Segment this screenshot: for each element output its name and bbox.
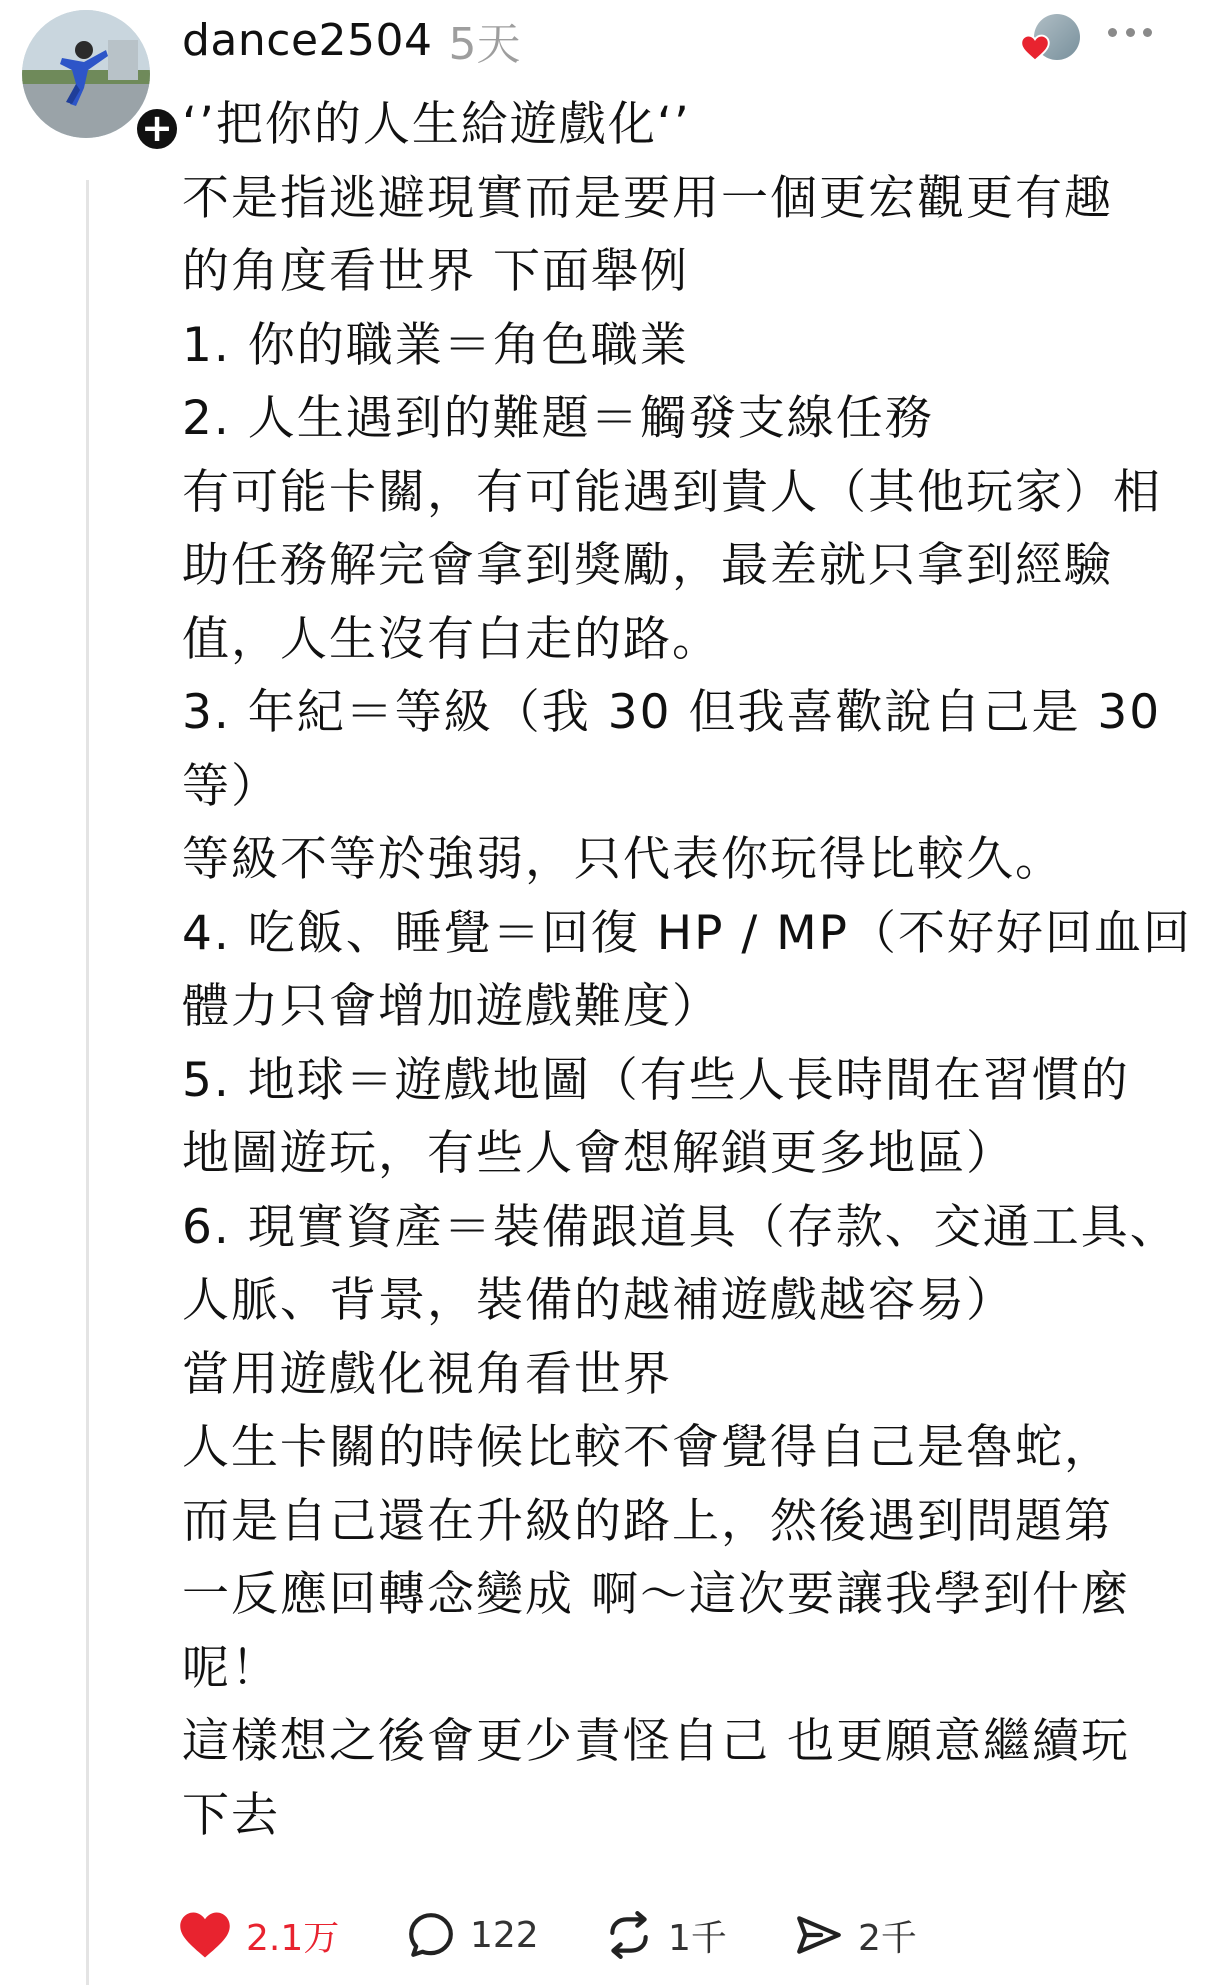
action-bar xyxy=(178,1905,1178,1965)
post-line: 5. 地球＝遊戲地圖（有些人長時間在習慣的 xyxy=(182,1052,1130,1108)
plus-icon: + xyxy=(141,106,173,150)
post-line: 人生卡關的時候比較不會覺得自己是魯蛇， xyxy=(182,1420,1113,1475)
comment-count: 122 xyxy=(470,1914,539,1956)
post-line: 體力只會增加遊戲難度） xyxy=(182,979,721,1034)
post-line: 人脈、背景，裝備的越補遊戲越容易） xyxy=(182,1273,1015,1328)
share-button[interactable] xyxy=(794,1905,917,1965)
username[interactable]: dance2504 xyxy=(182,14,433,66)
post-line: 當用遊戲化視角看世界 xyxy=(182,1346,672,1402)
post-line: ‘’把你的人生給遊戲化‘’ xyxy=(182,97,691,152)
post-line: 等） xyxy=(182,758,280,814)
heart-icon xyxy=(178,1910,232,1960)
post-body xyxy=(182,88,1192,1852)
author-avatar-wrap[interactable] xyxy=(22,10,173,150)
post-line: 2. 人生遇到的難題＝觸發支線任務 xyxy=(182,391,934,446)
post-line: 等級不等於強弱，只代表你玩得比較久。 xyxy=(182,832,1064,887)
like-count: 2.1万 xyxy=(246,1917,340,1959)
follow-button[interactable] xyxy=(132,104,182,154)
author-avatar[interactable] xyxy=(22,10,150,138)
post-line: 1. 你的職業＝角色職業 xyxy=(182,317,689,373)
like-button[interactable] xyxy=(178,1905,339,1965)
post-line: 6. 現實資產＝裝備跟道具（存款、交通工具、 xyxy=(182,1199,1179,1255)
avatar-photo xyxy=(22,10,150,138)
post-line: 的角度看世界 下面舉例 xyxy=(182,244,689,299)
post-line: 不是指逃避現實而是要用一個更宏觀更有趣 xyxy=(182,170,1113,226)
post-line: 3. 年紀＝等級（我 30 但我喜歡說自己是 30 xyxy=(182,685,1162,740)
post-line: 呢！ xyxy=(182,1640,280,1696)
repost-button[interactable] xyxy=(604,1905,727,1965)
repost-icon xyxy=(604,1910,654,1960)
post-line: 下去 xyxy=(182,1787,280,1843)
comment-button[interactable] xyxy=(406,1905,539,1965)
share-icon xyxy=(794,1910,844,1960)
liked-by-indicator[interactable] xyxy=(1020,14,1080,64)
post-header xyxy=(182,8,521,72)
comment-icon xyxy=(406,1910,456,1960)
post-line: 有可能卡關，有可能遇到貴人（其他玩家）相 xyxy=(182,464,1162,520)
post-line: 助任務解完會拿到獎勵，最差就只拿到經驗 xyxy=(182,538,1113,593)
post-line: 值，人生沒有白走的路。 xyxy=(182,611,721,667)
timestamp: 5天 xyxy=(448,19,521,70)
post-line: 地圖遊玩，有些人會想解鎖更多地區） xyxy=(182,1126,1015,1181)
more-icon[interactable] xyxy=(1108,22,1152,42)
post-line: 而是自己還在升級的路上，然後遇到問題第 xyxy=(182,1493,1113,1549)
post-line: 一反應回轉念變成 啊～這次要讓我學到什麼 xyxy=(182,1567,1130,1622)
thread-line xyxy=(86,180,89,1985)
repost-count: 1千 xyxy=(668,1917,727,1959)
post-line: 4. 吃飯、睡覺＝回復 HP / MP（不好好回血回 xyxy=(182,905,1193,961)
heart-icon xyxy=(1020,34,1050,62)
post-line: 這樣想之後會更少責怪自己 也更願意繼續玩 xyxy=(182,1714,1130,1769)
share-count: 2千 xyxy=(858,1917,917,1959)
